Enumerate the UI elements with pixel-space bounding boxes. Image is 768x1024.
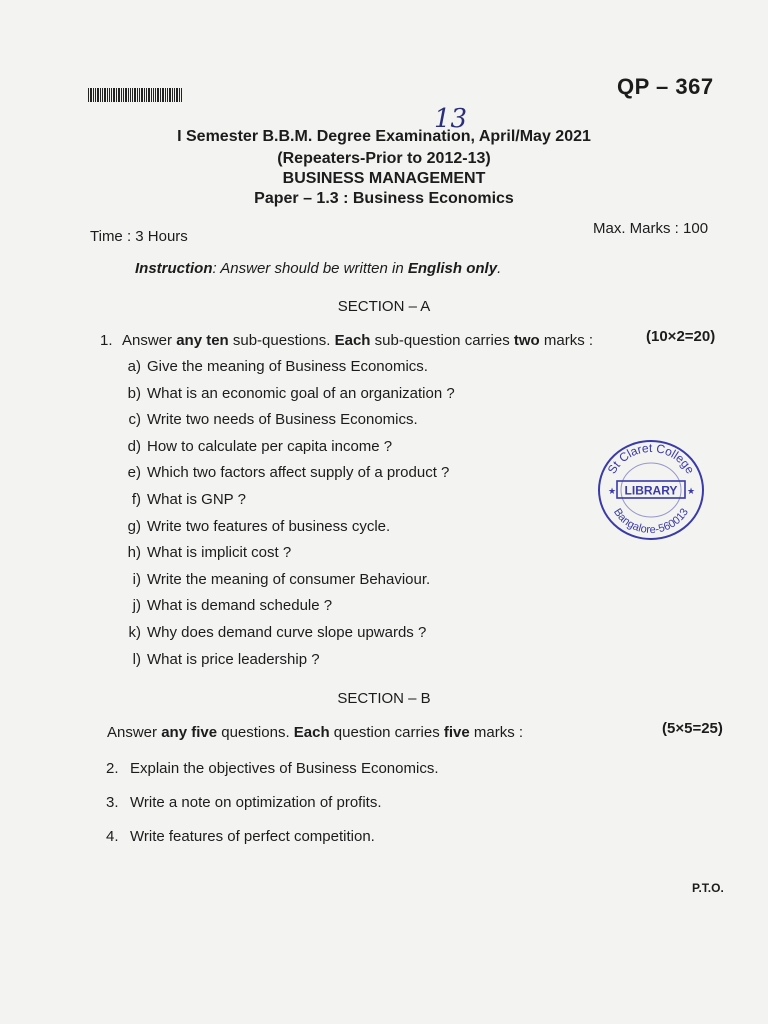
stamp-top-text: St Claret College bbox=[604, 440, 698, 477]
sub-question-label: f) bbox=[131, 491, 141, 508]
sub-question-label: j) bbox=[132, 597, 141, 614]
handwritten-number: 13 bbox=[434, 104, 468, 134]
sub-question-label: l) bbox=[132, 651, 141, 668]
sub-question bbox=[123, 358, 428, 375]
sub-question-text: How to calculate per capita income ? bbox=[147, 438, 393, 455]
sub-question-text: What is GNP ? bbox=[147, 491, 246, 508]
sub-question-text: Write the meaning of consumer Behaviour. bbox=[147, 571, 431, 588]
sub-question-label: k) bbox=[128, 624, 141, 641]
question-number: 2. bbox=[106, 760, 119, 777]
sub-question-label: i) bbox=[132, 571, 141, 588]
sub-question bbox=[123, 544, 291, 561]
section-a-title: SECTION – A bbox=[337, 298, 431, 315]
stamp-bottom-text: Bangalore-560013 bbox=[610, 506, 692, 537]
sub-question-text: Give the meaning of Business Economics. bbox=[147, 358, 428, 375]
question-number: 4. bbox=[106, 828, 119, 845]
q1-text-bold: two bbox=[513, 332, 540, 349]
sub-question-text: What is price leadership ? bbox=[147, 651, 320, 668]
section-b-text-bold: any five bbox=[161, 724, 218, 741]
q1-text: Answer bbox=[122, 332, 177, 349]
barcode bbox=[88, 88, 182, 102]
instruction-text-a: : Answer should be written in bbox=[212, 260, 408, 277]
section-b-instruction bbox=[107, 724, 523, 741]
sub-question-text: Which two factors affect supply of a product ? bbox=[147, 464, 450, 481]
q1-text: marks : bbox=[539, 332, 594, 349]
section-a-marks: (10×2=20) bbox=[646, 328, 716, 345]
section-b-text: marks : bbox=[469, 724, 524, 741]
question-number: 3. bbox=[106, 794, 119, 811]
svg-text:St Claret College bbox=[605, 441, 698, 476]
q1-text-bold: Each bbox=[334, 332, 371, 349]
sub-question-label: g) bbox=[127, 518, 141, 535]
sub-question bbox=[123, 651, 320, 668]
max-marks: Max. Marks : 100 bbox=[593, 220, 709, 237]
instruction-text-c: . bbox=[497, 260, 502, 277]
course-title: BUSINESS MANAGEMENT bbox=[282, 170, 486, 187]
section-b-title: SECTION – B bbox=[337, 690, 431, 707]
question-1-number: 1. bbox=[100, 332, 113, 349]
sub-question-text: What is an economic goal of an organization ? bbox=[147, 385, 455, 402]
q1-text-bold: any ten bbox=[176, 332, 229, 349]
sub-question bbox=[123, 518, 390, 535]
sub-question-text: Write two features of business cycle. bbox=[147, 518, 391, 535]
time-allowed: Time : 3 Hours bbox=[90, 228, 188, 245]
sub-question-label: h) bbox=[127, 544, 141, 561]
sub-question-label: b) bbox=[127, 385, 141, 402]
section-b-question bbox=[106, 794, 382, 811]
sub-question bbox=[123, 571, 430, 588]
section-b-text: questions. bbox=[217, 724, 294, 741]
section-b-marks: (5×5=25) bbox=[662, 720, 723, 737]
sub-question-text: Write two needs of Business Economics. bbox=[147, 411, 418, 428]
sub-question-label: c) bbox=[128, 411, 141, 428]
section-b-question bbox=[106, 828, 375, 845]
sub-question-text: What is implicit cost ? bbox=[147, 544, 292, 561]
sub-question bbox=[123, 464, 449, 481]
section-b-text-bold: five bbox=[443, 724, 470, 741]
repeaters-note: (Repeaters-Prior to 2012-13) bbox=[277, 150, 491, 167]
sub-question-text: Why does demand curve slope upwards ? bbox=[147, 624, 427, 641]
question-paper-code: QP – 367 bbox=[617, 74, 714, 99]
stamp-center-text: LIBRARY bbox=[624, 483, 678, 498]
library-stamp bbox=[595, 437, 707, 543]
question-1 bbox=[100, 332, 593, 349]
sub-question bbox=[123, 411, 418, 428]
sub-question bbox=[123, 438, 392, 455]
question-text: Write features of perfect competition. bbox=[130, 828, 375, 845]
star-icon: ★ bbox=[608, 486, 617, 496]
section-b-text: Answer bbox=[107, 724, 162, 741]
sub-question-label: a) bbox=[127, 358, 141, 375]
sub-question-text: What is demand schedule ? bbox=[147, 597, 333, 614]
sub-question-label: e) bbox=[127, 464, 141, 481]
sub-question bbox=[123, 385, 455, 402]
exam-title: I Semester B.B.M. Degree Examination, April/May 2021 bbox=[177, 128, 591, 145]
paper-title: Paper – 1.3 : Business Economics bbox=[254, 190, 514, 207]
instruction bbox=[135, 260, 501, 277]
instruction-text-b: English only bbox=[407, 260, 498, 277]
please-turn-over: P.T.O. bbox=[692, 881, 724, 895]
q1-text: sub-question carries bbox=[370, 332, 514, 349]
sub-question bbox=[123, 491, 246, 508]
instruction-label: Instruction bbox=[135, 260, 213, 277]
section-b-text-bold: Each bbox=[293, 724, 330, 741]
sub-question-label: d) bbox=[127, 438, 141, 455]
question-text: Explain the objectives of Business Economics. bbox=[130, 760, 439, 777]
question-text: Write a note on optimization of profits. bbox=[130, 794, 382, 811]
section-b-text: question carries bbox=[329, 724, 444, 741]
sub-question bbox=[123, 597, 332, 614]
section-b-question bbox=[106, 760, 439, 777]
star-icon: ★ bbox=[687, 486, 696, 496]
q1-text: sub-questions. bbox=[228, 332, 335, 349]
sub-question bbox=[123, 624, 426, 641]
